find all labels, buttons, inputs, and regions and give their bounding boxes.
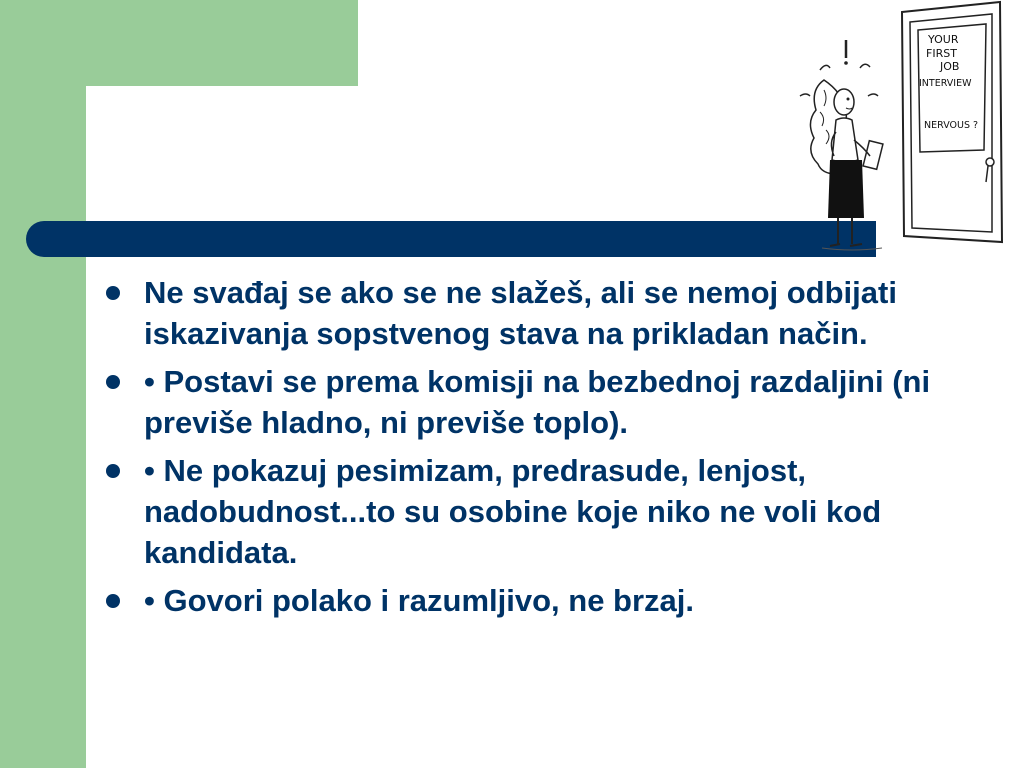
bullet-item <box>104 580 944 621</box>
nervous-woman-figure <box>800 40 883 250</box>
bullet-item <box>104 450 944 573</box>
door-illustration <box>902 2 1002 242</box>
door-sign-line-2: FIRST <box>926 47 957 60</box>
rounded-content-corner <box>86 86 206 206</box>
green-sidebar-block <box>0 0 86 768</box>
door-sign-line-1: YOUR <box>928 33 959 46</box>
bullet-text: • Ne pokazuj pesimizam, predrasude, lenjost, nadobudnost...to su osobine koje niko ne voli kod kandidata. <box>144 453 882 570</box>
door-sign-line-4: INTERVIEW <box>919 78 972 89</box>
bullet-dot-icon <box>106 464 120 478</box>
bullet-list <box>104 272 944 628</box>
bullet-dot-icon <box>106 375 120 389</box>
bullet-item <box>104 361 944 443</box>
green-top-block <box>0 0 358 86</box>
bullet-dot-icon <box>106 286 120 300</box>
bullet-text: Ne svađaj se ako se ne slažeš, ali se nemoj odbijati iskazivanja sopstvenog stava na prikladan način. <box>144 275 897 351</box>
title-bar <box>26 221 876 257</box>
paper-icon <box>863 141 883 170</box>
bullet-text: • Govori polako i razumljivo, ne brzaj. <box>144 583 695 618</box>
door-sign-line-5: NERVOUS ? <box>924 120 979 131</box>
bullet-text: • Postavi se prema komisji na bezbednoj razdaljini (ni previše hladno, ni previše toplo). <box>144 364 931 440</box>
bullet-dot-icon <box>106 594 120 608</box>
door-sign-line-3: JOB <box>940 60 960 73</box>
bullet-item <box>104 272 944 354</box>
nervous-interview-cartoon <box>780 0 1010 258</box>
door-knob-icon <box>986 158 994 166</box>
